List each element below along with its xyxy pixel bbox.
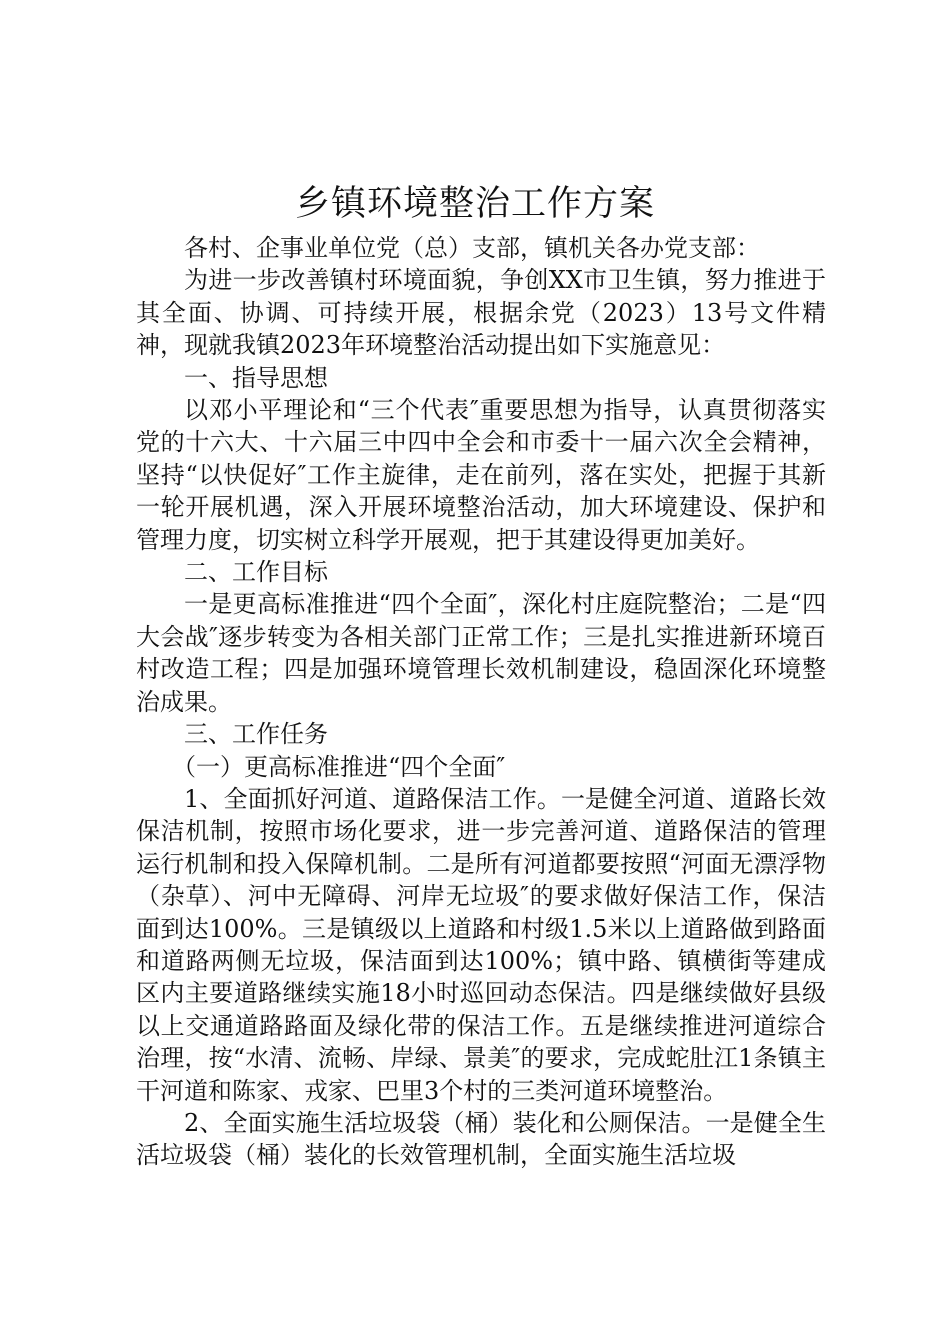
section-heading-tasks: 三、工作任务 (184, 720, 328, 749)
section-heading-goals: 二、工作目标 (184, 558, 328, 587)
subheading-four-comprehensive: （一）更高标准推进“四个全面″ (172, 752, 506, 781)
guiding-paragraph: 以邓小平理论和“三个代表″重要思想为指导，认真贯彻落实党的十六大、十六届三中四中全会和市委十一届六次全会精神，坚持“以快促好″工作主旋律，走在前列，落在实处，把握于其新一轮开展机遇，深入开展环境整治活动，加大环境建设、保护和管理力度，切实树立科学开展观，把于其建设得更加美好。 (136, 396, 826, 554)
task-2-paragraph: 2、全面实施生活垃圾袋（桶）装化和公厕保洁。一是健全生活垃圾袋（桶）装化的长效管理机制，全面实施生活垃圾 (136, 1108, 826, 1170)
salutation-paragraph: 各村、企事业单位党（总）支部，镇机关各办党支部： (184, 234, 760, 262)
intro-paragraph: 为进一步改善镇村环境面貌，争创XX市卫生镇，努力推进于其全面、协调、可持续开展，根据余党（2023）13号文件精神，现就我镇2023年环境整治活动提出如下实施意见： (136, 266, 826, 360)
task-1-paragraph: 1、全面抓好河道、道路保洁工作。一是健全河道、道路长效保洁机制，按照市场化要求，进一步完善河道、道路保洁的管理运行机制和投入保障机制。二是所有河道都要按照“河面无漂浮物（杂草）、河中无障碍、河岸无垃圾″的要求做好保洁工作，保洁面到达100%。三是镇级以上道路和村级1.5米以上道路做到路面和道路两侧无垃圾，保洁面到达100%；镇中路、镇横街等建成区内主要道路继续实施18小时巡回动态保洁。四是继续做好县级以上交通道路路面及绿化带的保洁工作。五是继续推进河道综合治理，按“水清、流畅、岸绿、景美″的要求，完成蛇肚江1条镇主干河道和陈家、戎家、巴里3个村的三类河道环境整治。 (136, 784, 826, 1105)
document-body (136, 232, 826, 1172)
section-heading-guiding: 一、指导思想 (184, 363, 328, 392)
goals-paragraph: 一是更高标准推进“四个全面″，深化村庄庭院整治；二是“四大会战″逐步转变为各相关部门正常工作；三是扎实推进新环境百村改造工程；四是加强环境管理长效机制建设，稳固深化环境整治成果。 (136, 590, 826, 716)
document-title: 乡镇环境整治工作方案 (294, 184, 655, 224)
